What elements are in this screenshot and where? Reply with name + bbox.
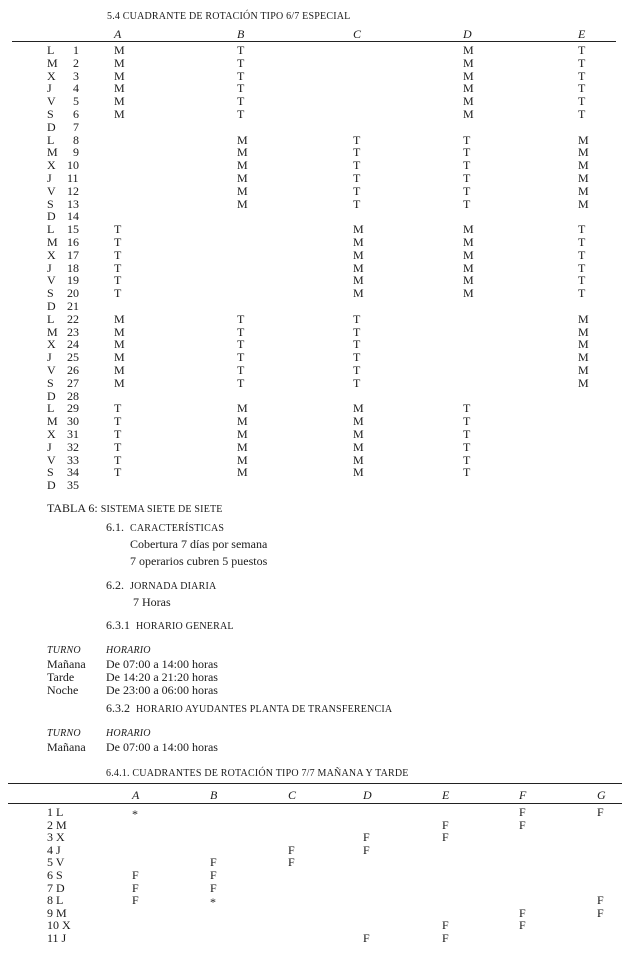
column-header-b: B <box>210 788 218 802</box>
row-label: 1 L <box>47 805 64 819</box>
shift-cell: T <box>353 350 361 364</box>
rest-cell: F <box>210 855 217 869</box>
row-number: 24 <box>67 337 79 351</box>
shift-cell: M <box>578 133 589 147</box>
horario-value: De 23:00 a 06:00 horas <box>106 683 218 697</box>
row-number: 21 <box>67 299 79 313</box>
shift-cell: M <box>578 376 589 390</box>
row-day: V <box>47 94 56 108</box>
rest-cell: F <box>442 830 449 844</box>
row-number: 1 <box>73 43 79 57</box>
shift-cell: M <box>463 69 474 83</box>
shift-cell: T <box>463 133 471 147</box>
shift-cell: T <box>578 43 586 57</box>
row-label: 6 S <box>47 868 63 882</box>
shift-cell: T <box>237 107 245 121</box>
row-day: L <box>47 312 55 326</box>
column-header-e: E <box>578 27 586 41</box>
turno-name: Tarde <box>47 670 75 684</box>
row-label: 7 D <box>47 881 65 895</box>
column-header-g: G <box>597 788 606 802</box>
column-header-a: A <box>114 27 122 41</box>
shift-cell: T <box>578 286 586 300</box>
section-number: 6.2. <box>106 578 124 592</box>
shift-cell: T <box>578 248 586 262</box>
row-day: X <box>47 69 56 83</box>
shift-cell: M <box>353 248 364 262</box>
rest-cell: F <box>210 868 217 882</box>
row-day: J <box>47 171 52 185</box>
row-number: 3 <box>73 69 79 83</box>
rotation-6-7-title: 5.4 CUADRANTE DE ROTACIÓN TIPO 6/7 ESPECIAL <box>107 11 351 22</box>
row-number: 31 <box>67 427 79 441</box>
shift-cell: T <box>237 363 245 377</box>
shift-cell: M <box>578 312 589 326</box>
shift-cell: T <box>463 158 471 172</box>
turno-name: Noche <box>47 683 79 697</box>
row-day: L <box>47 222 55 236</box>
section-6-3-2-heading <box>106 702 392 716</box>
shift-cell: T <box>353 133 361 147</box>
shift-cell: M <box>353 261 364 275</box>
horario-value: De 14:20 a 21:20 horas <box>106 670 218 684</box>
shift-cell: T <box>578 107 586 121</box>
shift-cell: T <box>353 197 361 211</box>
shift-cell: T <box>578 69 586 83</box>
row-day: L <box>47 401 55 415</box>
shift-cell: T <box>353 312 361 326</box>
shift-cell: M <box>578 171 589 185</box>
row-day: X <box>47 248 56 262</box>
section-title: HORARIO AYUDANTES PLANTA DE TRANSFERENCIA <box>136 704 393 715</box>
section-number: 6.3.1 <box>106 618 130 632</box>
shift-cell: T <box>353 184 361 198</box>
shift-cell: M <box>578 337 589 351</box>
shift-cell: T <box>114 222 122 236</box>
shift-cell: T <box>463 440 471 454</box>
section-6-3-1-heading <box>106 619 234 633</box>
rest-cell: F <box>132 893 139 907</box>
row-label: 5 V <box>47 855 65 869</box>
row-number: 23 <box>67 325 79 339</box>
shift-cell: T <box>237 56 245 70</box>
shift-cell: M <box>114 376 125 390</box>
row-day: L <box>47 43 55 57</box>
rest-cell: F <box>597 893 604 907</box>
shift-cell: M <box>353 465 364 479</box>
shift-cell: M <box>463 273 474 287</box>
row-number: 7 <box>73 120 79 134</box>
section-title: CARACTERÍSTICAS <box>130 523 225 534</box>
row-number: 26 <box>67 363 79 377</box>
section-6-1-heading <box>106 521 224 535</box>
row-number: 30 <box>67 414 79 428</box>
tabla6-heading <box>47 502 223 516</box>
turno-name: Mañana <box>47 740 86 754</box>
shift-cell: T <box>237 376 245 390</box>
shift-cell: T <box>578 56 586 70</box>
rest-cell: F <box>519 818 526 832</box>
shift-cell: T <box>353 145 361 159</box>
shift-cell: M <box>237 197 248 211</box>
shift-cell: T <box>353 325 361 339</box>
row-number: 32 <box>67 440 79 454</box>
row-number: 28 <box>67 389 79 403</box>
tabla6-title: SISTEMA SIETE DE SIETE <box>100 504 223 515</box>
shift-cell: M <box>237 465 248 479</box>
row-number: 29 <box>67 401 79 415</box>
row-day: L <box>47 133 55 147</box>
shift-cell: M <box>353 440 364 454</box>
shift-cell: M <box>578 325 589 339</box>
shift-cell: M <box>114 94 125 108</box>
row-day: D <box>47 478 56 492</box>
section-6-1-line2: 7 operarios cubren 5 puestos <box>130 554 268 568</box>
row-number: 25 <box>67 350 79 364</box>
row-day: D <box>47 389 56 403</box>
shift-cell: T <box>578 94 586 108</box>
row-number: 20 <box>67 286 79 300</box>
rest-cell: F <box>132 881 139 895</box>
rest-cell: F <box>210 881 217 895</box>
shift-cell: M <box>237 440 248 454</box>
row-day: M <box>47 56 58 70</box>
shift-cell: T <box>463 414 471 428</box>
shift-cell: M <box>114 107 125 121</box>
rest-cell: F <box>519 918 526 932</box>
shift-cell: T <box>114 286 122 300</box>
row-day: M <box>47 235 58 249</box>
column-header-d: D <box>363 788 372 802</box>
shift-cell: T <box>114 440 122 454</box>
shift-cell: M <box>463 286 474 300</box>
row-number: 6 <box>73 107 79 121</box>
rest-cell: F <box>363 931 370 945</box>
turno-header: TURNO <box>47 645 81 656</box>
shift-cell: M <box>578 158 589 172</box>
shift-cell: M <box>463 94 474 108</box>
shift-cell: T <box>463 184 471 198</box>
row-day: V <box>47 184 56 198</box>
row-label: 3 X <box>47 830 65 844</box>
shift-cell: T <box>237 81 245 95</box>
shift-cell: M <box>114 337 125 351</box>
row-day: J <box>47 261 52 275</box>
shift-cell: M <box>463 235 474 249</box>
shift-cell: M <box>578 184 589 198</box>
rest-cell: F <box>442 818 449 832</box>
row-day: V <box>47 273 56 287</box>
row-day: V <box>47 363 56 377</box>
column-header-b: B <box>237 27 245 41</box>
column-header-d: D <box>463 27 472 41</box>
row-number: 13 <box>67 197 79 211</box>
shift-cell: T <box>463 145 471 159</box>
row-day: J <box>47 81 52 95</box>
shift-cell: T <box>353 337 361 351</box>
rest-cell: * <box>210 895 216 909</box>
shift-cell: M <box>578 145 589 159</box>
shift-cell: M <box>237 414 248 428</box>
shift-cell: M <box>578 363 589 377</box>
shift-cell: T <box>353 171 361 185</box>
shift-cell: T <box>114 427 122 441</box>
shift-cell: T <box>578 273 586 287</box>
shift-cell: M <box>463 107 474 121</box>
row-number: 27 <box>67 376 79 390</box>
shift-cell: T <box>463 427 471 441</box>
row-day: X <box>47 427 56 441</box>
shift-cell: T <box>463 453 471 467</box>
rest-cell: F <box>597 906 604 920</box>
shift-cell: T <box>114 465 122 479</box>
section-title: HORARIO GENERAL <box>136 621 234 632</box>
row-day: M <box>47 414 58 428</box>
row-label: 9 M <box>47 906 67 920</box>
shift-cell: T <box>114 248 122 262</box>
row-number: 11 <box>67 171 79 185</box>
row-number: 2 <box>73 56 79 70</box>
shift-cell: T <box>578 81 586 95</box>
shift-cell: T <box>237 69 245 83</box>
table-rule <box>8 803 622 804</box>
row-day: J <box>47 350 52 364</box>
row-label: 8 L <box>47 893 64 907</box>
section-6-2-line1: 7 Horas <box>133 595 171 609</box>
table-rule <box>12 41 616 42</box>
rest-cell: F <box>442 918 449 932</box>
shift-cell: T <box>578 235 586 249</box>
row-number: 22 <box>67 312 79 326</box>
shift-cell: M <box>353 401 364 415</box>
row-number: 16 <box>67 235 79 249</box>
shift-cell: M <box>114 69 125 83</box>
section-title: JORNADA DIARIA <box>130 581 217 592</box>
row-day: X <box>47 337 56 351</box>
horario-header: HORARIO <box>106 645 151 656</box>
row-day: D <box>47 209 56 223</box>
row-number: 12 <box>67 184 79 198</box>
shift-cell: M <box>578 197 589 211</box>
shift-cell: T <box>463 171 471 185</box>
shift-cell: T <box>237 94 245 108</box>
shift-cell: T <box>463 465 471 479</box>
shift-cell: T <box>463 401 471 415</box>
rest-cell: F <box>519 805 526 819</box>
turno-header: TURNO <box>47 728 81 739</box>
tabla6-title-prefix: TABLA 6: <box>47 501 98 515</box>
shift-cell: T <box>114 414 122 428</box>
section-6-1-line1: Cobertura 7 días por semana <box>130 537 268 551</box>
horario-value: De 07:00 a 14:00 horas <box>106 657 218 671</box>
row-day: X <box>47 158 56 172</box>
shift-cell: M <box>463 81 474 95</box>
shift-cell: M <box>237 171 248 185</box>
row-number: 18 <box>67 261 79 275</box>
column-header-f: F <box>519 788 527 802</box>
section-number: 6.1. <box>106 520 124 534</box>
shift-cell: M <box>463 56 474 70</box>
shift-cell: M <box>114 350 125 364</box>
row-day: M <box>47 325 58 339</box>
row-label: 11 J <box>47 931 67 945</box>
shift-cell: T <box>578 222 586 236</box>
row-day: S <box>47 376 54 390</box>
row-number: 4 <box>73 81 79 95</box>
shift-cell: M <box>237 453 248 467</box>
rest-cell: F <box>288 843 295 857</box>
shift-cell: T <box>237 350 245 364</box>
shift-cell: M <box>114 363 125 377</box>
row-number: 8 <box>73 133 79 147</box>
shift-cell: M <box>463 222 474 236</box>
shift-cell: T <box>463 197 471 211</box>
shift-cell: M <box>353 414 364 428</box>
shift-cell: M <box>353 453 364 467</box>
column-header-c: C <box>288 788 297 802</box>
shift-cell: T <box>237 312 245 326</box>
shift-cell: M <box>237 133 248 147</box>
shift-cell: M <box>353 222 364 236</box>
shift-cell: T <box>114 261 122 275</box>
shift-cell: T <box>237 325 245 339</box>
shift-cell: M <box>114 43 125 57</box>
row-number: 19 <box>67 273 79 287</box>
shift-cell: M <box>237 184 248 198</box>
horario-header: HORARIO <box>106 728 151 739</box>
shift-cell: T <box>114 273 122 287</box>
row-number: 14 <box>67 209 79 223</box>
horario-value: De 07:00 a 14:00 horas <box>106 740 218 754</box>
rest-cell: F <box>132 868 139 882</box>
rest-cell: F <box>597 805 604 819</box>
shift-cell: M <box>237 427 248 441</box>
shift-cell: T <box>114 235 122 249</box>
rest-cell: * <box>132 807 138 821</box>
shift-cell: M <box>353 235 364 249</box>
table-rule <box>8 783 622 784</box>
row-day: S <box>47 197 54 211</box>
row-label: 10 X <box>47 918 71 932</box>
column-header-a: A <box>132 788 140 802</box>
row-number: 9 <box>73 145 79 159</box>
row-day: S <box>47 286 54 300</box>
row-day: J <box>47 440 52 454</box>
row-number: 35 <box>67 478 79 492</box>
row-day: D <box>47 299 56 313</box>
row-day: S <box>47 465 54 479</box>
row-day: V <box>47 453 56 467</box>
shift-cell: M <box>114 56 125 70</box>
row-number: 5 <box>73 94 79 108</box>
shift-cell: M <box>353 427 364 441</box>
shift-cell: M <box>114 325 125 339</box>
shift-cell: T <box>353 158 361 172</box>
shift-cell: T <box>237 337 245 351</box>
shift-cell: T <box>578 261 586 275</box>
row-day: M <box>47 145 58 159</box>
shift-cell: M <box>237 401 248 415</box>
row-number: 34 <box>67 465 79 479</box>
column-header-e: E <box>442 788 450 802</box>
rotation-7-7-title: 6.4.1. CUADRANTES DE ROTACIÓN TIPO 7/7 MAÑANA Y TARDE <box>106 768 409 779</box>
shift-cell: T <box>237 43 245 57</box>
row-day: S <box>47 107 54 121</box>
rest-cell: F <box>363 843 370 857</box>
row-label: 4 J <box>47 843 61 857</box>
row-label: 2 M <box>47 818 67 832</box>
shift-cell: M <box>463 261 474 275</box>
shift-cell: M <box>578 350 589 364</box>
shift-cell: M <box>353 273 364 287</box>
row-number: 33 <box>67 453 79 467</box>
turno-name: Mañana <box>47 657 86 671</box>
rest-cell: F <box>363 830 370 844</box>
shift-cell: M <box>237 158 248 172</box>
row-number: 17 <box>67 248 79 262</box>
shift-cell: T <box>353 363 361 377</box>
section-6-2-heading <box>106 579 216 593</box>
section-number: 6.3.2 <box>106 701 130 715</box>
shift-cell: M <box>463 43 474 57</box>
shift-cell: T <box>114 453 122 467</box>
rest-cell: F <box>519 906 526 920</box>
shift-cell: M <box>237 145 248 159</box>
row-number: 10 <box>67 158 79 172</box>
column-header-c: C <box>353 27 362 41</box>
rest-cell: F <box>442 931 449 945</box>
shift-cell: M <box>353 286 364 300</box>
row-day: D <box>47 120 56 134</box>
row-number: 15 <box>67 222 79 236</box>
shift-cell: T <box>353 376 361 390</box>
rest-cell: F <box>288 855 295 869</box>
shift-cell: T <box>114 401 122 415</box>
shift-cell: M <box>463 248 474 262</box>
shift-cell: M <box>114 81 125 95</box>
shift-cell: M <box>114 312 125 326</box>
